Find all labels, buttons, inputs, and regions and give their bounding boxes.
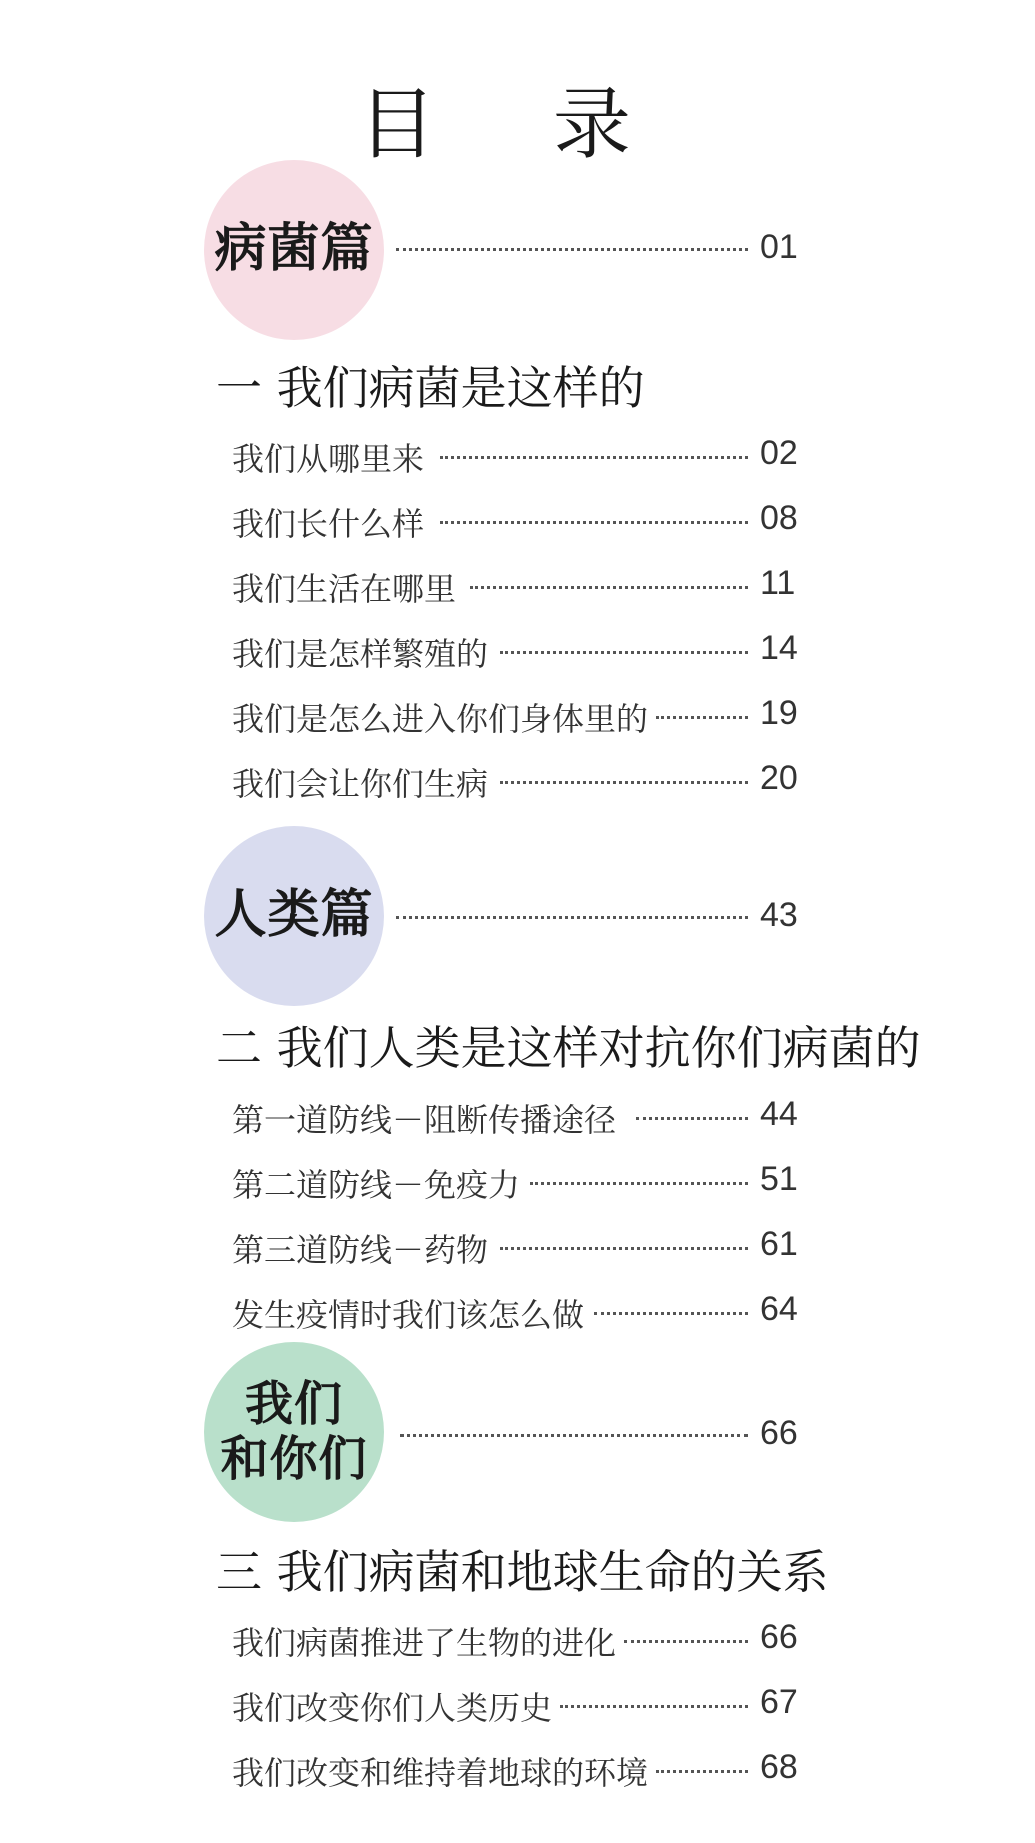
chapter-2-title: 二 我们人类是这样对抗你们病菌的 xyxy=(216,1021,921,1075)
entry-label: 第二道防线－免疫力 xyxy=(232,1160,520,1206)
part-1-label: 病菌篇 xyxy=(214,219,374,280)
entry-label: 发生疫情时我们该怎么做 xyxy=(232,1290,584,1336)
chapter-3-title: 三 我们病菌和地球生命的关系 xyxy=(216,1545,829,1599)
page-title: 目 录 xyxy=(358,80,677,170)
part-3-label: 我们 和你们 xyxy=(220,1375,368,1487)
part-2-circle xyxy=(204,826,384,1006)
entry-page: 11 xyxy=(760,564,796,602)
part-3-circle xyxy=(204,1342,384,1522)
entry-label: 我们是怎样繁殖的 xyxy=(232,629,488,675)
part-2-label: 人类篇 xyxy=(214,885,374,946)
entry-label: 第一道防线－阻断传播途径 xyxy=(232,1095,616,1141)
entry-label: 我们从哪里来 xyxy=(232,434,424,480)
entry-label: 我们病菌推进了生物的进化 xyxy=(232,1618,616,1664)
entry-page: 64 xyxy=(760,1290,798,1328)
entry-label: 第三道防线－药物 xyxy=(232,1225,488,1271)
part-2-leader xyxy=(396,916,748,919)
part-2-page: 43 xyxy=(760,896,798,934)
entry-page: 02 xyxy=(760,434,798,472)
part-1-page: 01 xyxy=(760,228,798,266)
entry-page: 14 xyxy=(760,629,798,667)
entry-page: 19 xyxy=(760,694,798,732)
entry-page: 66 xyxy=(760,1618,798,1656)
part-3-leader xyxy=(400,1434,748,1437)
chapter-1-title: 一 我们病菌是这样的 xyxy=(216,361,645,415)
entry-label: 我们长什么样 xyxy=(232,499,424,545)
part-1-leader xyxy=(396,248,748,251)
entry-label: 我们改变和维持着地球的环境 xyxy=(232,1748,648,1794)
entry-page: 61 xyxy=(760,1225,798,1263)
entry-page: 20 xyxy=(760,759,798,797)
entry-label: 我们会让你们生病 xyxy=(232,759,488,805)
entry-page: 68 xyxy=(760,1748,798,1786)
part-1-circle xyxy=(204,160,384,340)
entry-page: 67 xyxy=(760,1683,798,1721)
entry-label: 我们是怎么进入你们身体里的 xyxy=(232,694,648,740)
entry-label: 我们改变你们人类历史 xyxy=(232,1683,552,1729)
entry-page: 51 xyxy=(760,1160,798,1198)
part-3-page: 66 xyxy=(760,1414,798,1452)
entry-label: 我们生活在哪里 xyxy=(232,564,456,610)
entry-page: 08 xyxy=(760,499,798,537)
entry-page: 44 xyxy=(760,1095,798,1133)
